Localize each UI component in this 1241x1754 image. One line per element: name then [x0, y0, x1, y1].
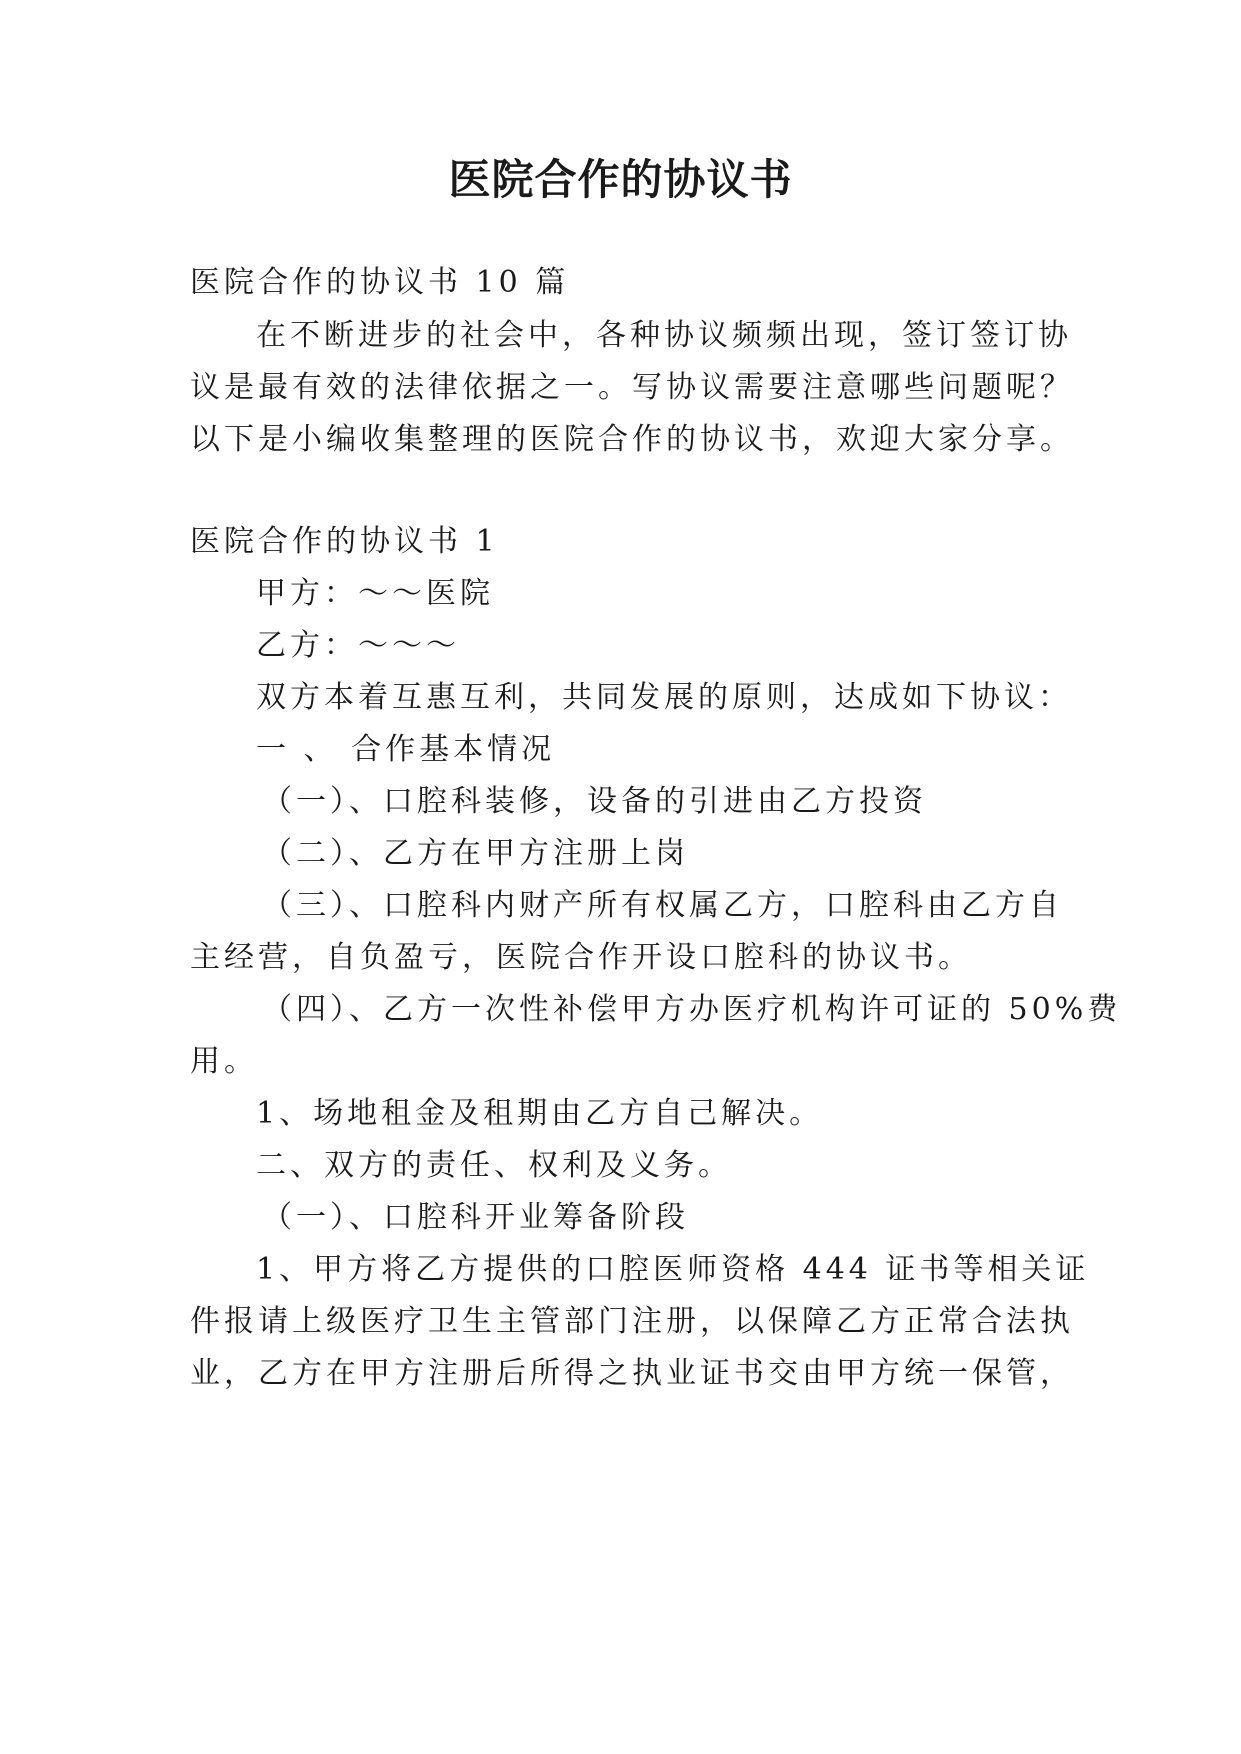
paragraph-line: 双方本着互惠互利，共同发展的原则，达成如下协议： [256, 680, 1072, 715]
clause-line: 用。 [190, 1044, 258, 1079]
intro-line: 以下是小编收集整理的医院合作的协议书，欢迎大家分享。 [190, 422, 1074, 457]
clause-heading: 一 、 合作基本情况 [256, 732, 556, 767]
clause-line: 1、场地租金及租期由乙方自己解决。 [256, 1096, 824, 1131]
clause-line: 1、甲方将乙方提供的口腔医师资格 444 证书等相关证 [256, 1252, 1090, 1287]
party-b-line: 乙方：～～～ [256, 628, 460, 663]
section-heading: 医院合作的协议书 1 [190, 524, 499, 559]
clause-line: （一）、口腔科开业筹备阶段 [262, 1200, 689, 1235]
clause-heading: 二、双方的责任、权利及义务。 [256, 1148, 732, 1183]
document-title: 医院合作的协议书 [448, 155, 793, 204]
document-subtitle: 医院合作的协议书 10 篇 [190, 265, 570, 300]
intro-line: 议是最有效的法律依据之一。写协议需要注意哪些问题呢？ [190, 370, 1074, 405]
clause-line: （四）、乙方一次性补偿甲方办医疗机构许可证的 50%费 [262, 992, 1122, 1027]
clause-line: 业，乙方在甲方注册后所得之执业证书交由甲方统一保管， [190, 1356, 1074, 1391]
intro-line: 在不断进步的社会中，各种协议频频出现，签订签订协 [256, 318, 1072, 353]
clause-line: （三）、口腔科内财产所有权属乙方，口腔科由乙方自 [262, 888, 1063, 923]
clause-line: 件报请上级医疗卫生主管部门注册，以保障乙方正常合法执 [190, 1304, 1074, 1339]
clause-line: （一）、口腔科装修，设备的引进由乙方投资 [262, 784, 927, 819]
party-a-line: 甲方：～～医院 [256, 576, 494, 611]
clause-line: 主经营，自负盈亏，医院合作开设口腔科的协议书。 [190, 940, 972, 975]
clause-line: （二）、乙方在甲方注册上岗 [262, 836, 689, 871]
